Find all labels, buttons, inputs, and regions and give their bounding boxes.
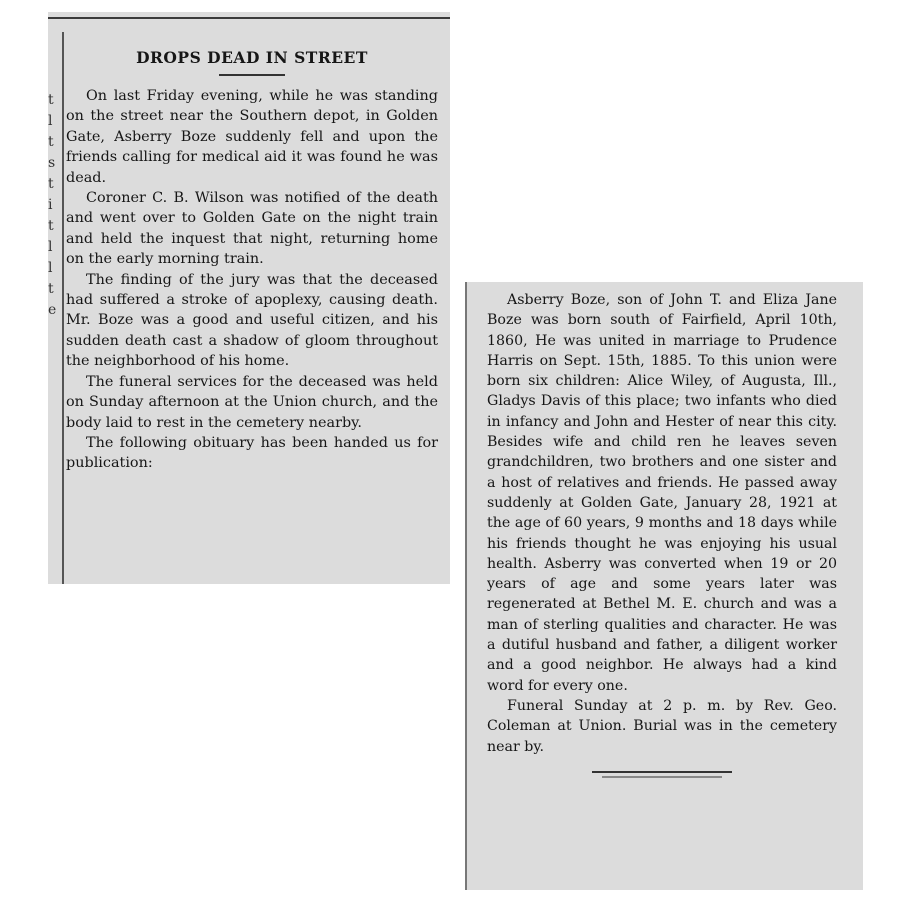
stub-letter: i <box>48 197 53 213</box>
stub-letter: t <box>48 176 54 192</box>
stub-letter: l <box>48 113 53 129</box>
column-divider-rule <box>465 282 467 890</box>
stub-letter: t <box>48 134 54 150</box>
story-paragraph: The finding of the jury was that the deceased had suffered a stroke of apoplexy, causing death. Mr. Boze was a good and useful citizen, and his sudden death cast a shadow of gloom throughout the neighborhood of his home. <box>66 271 438 370</box>
top-column-rule <box>48 17 450 19</box>
news-story <box>66 48 438 474</box>
closing-rule-secondary <box>602 776 722 778</box>
stub-letter: l <box>48 260 53 276</box>
headline: DROPS DEAD IN STREET <box>136 48 368 67</box>
obituary-text <box>487 290 837 778</box>
column-divider-rule <box>62 32 64 584</box>
obituary-clipping-left <box>48 12 450 584</box>
closing-rule <box>592 771 732 773</box>
funeral-notice-paragraph: Funeral Sunday at 2 p. m. by Rev. Geo. Coleman at Union. Burial was in the cemetery near by. <box>487 697 837 755</box>
story-paragraph: Coroner C. B. Wilson was notified of the death and went over to Golden Gate on the night train and held the inquest that night, returning home on the early morning train. <box>66 190 438 268</box>
obituary-clipping-right <box>465 282 863 890</box>
stub-letter: l <box>48 239 53 255</box>
obituary-paragraph: Asberry Boze, son of John T. and Eliza Jane Boze was born south of Fairfield, April 10th, 1860, He was united in marriage to Prudence Harris on Sept. 15th, 1885. To this union were born six children: Alice Wiley, of Augusta, Ill., Gladys Davis of this place; two infants who died in infancy and John and Hester of near this city. Besides wife and child ren he leaves seven grandchildren, two brothers and one sister and a host of relatives and friends. He passed away suddenly at Golden Gate, January 28, 1921 at the age of 60 years, 9 months and 18 days while his friends thought he was enjoying his usual health. Asberry was converted when 19 or 20 years of age and some years later was regenerated at Bethel M. E. church and was a man of sterling qualities and character. He was a dutiful husband and father, a diligent worker and a good neighbor. He always had a kind word for every one. <box>487 292 837 694</box>
stub-letter: s <box>48 155 56 171</box>
stub-letter: e <box>48 302 57 318</box>
stub-letter: t <box>48 281 54 297</box>
stub-letter: t <box>48 218 54 234</box>
adjacent-column-fragment <box>48 90 58 321</box>
story-paragraph: The funeral services for the deceased was held on Sunday afternoon at the Union church, and the body laid to rest in the cemetery nearby. <box>66 373 438 431</box>
story-paragraph: On last Friday evening, while he was standing on the street near the Southern depot, in Golden Gate, Asberry Boze suddenly fell and upon the friends calling for medical aid it was found he was dead. <box>66 88 438 186</box>
story-paragraph: The following obituary has been handed us for publication: <box>66 434 438 472</box>
stub-letter: t <box>48 92 54 108</box>
headline-rule <box>219 74 285 76</box>
